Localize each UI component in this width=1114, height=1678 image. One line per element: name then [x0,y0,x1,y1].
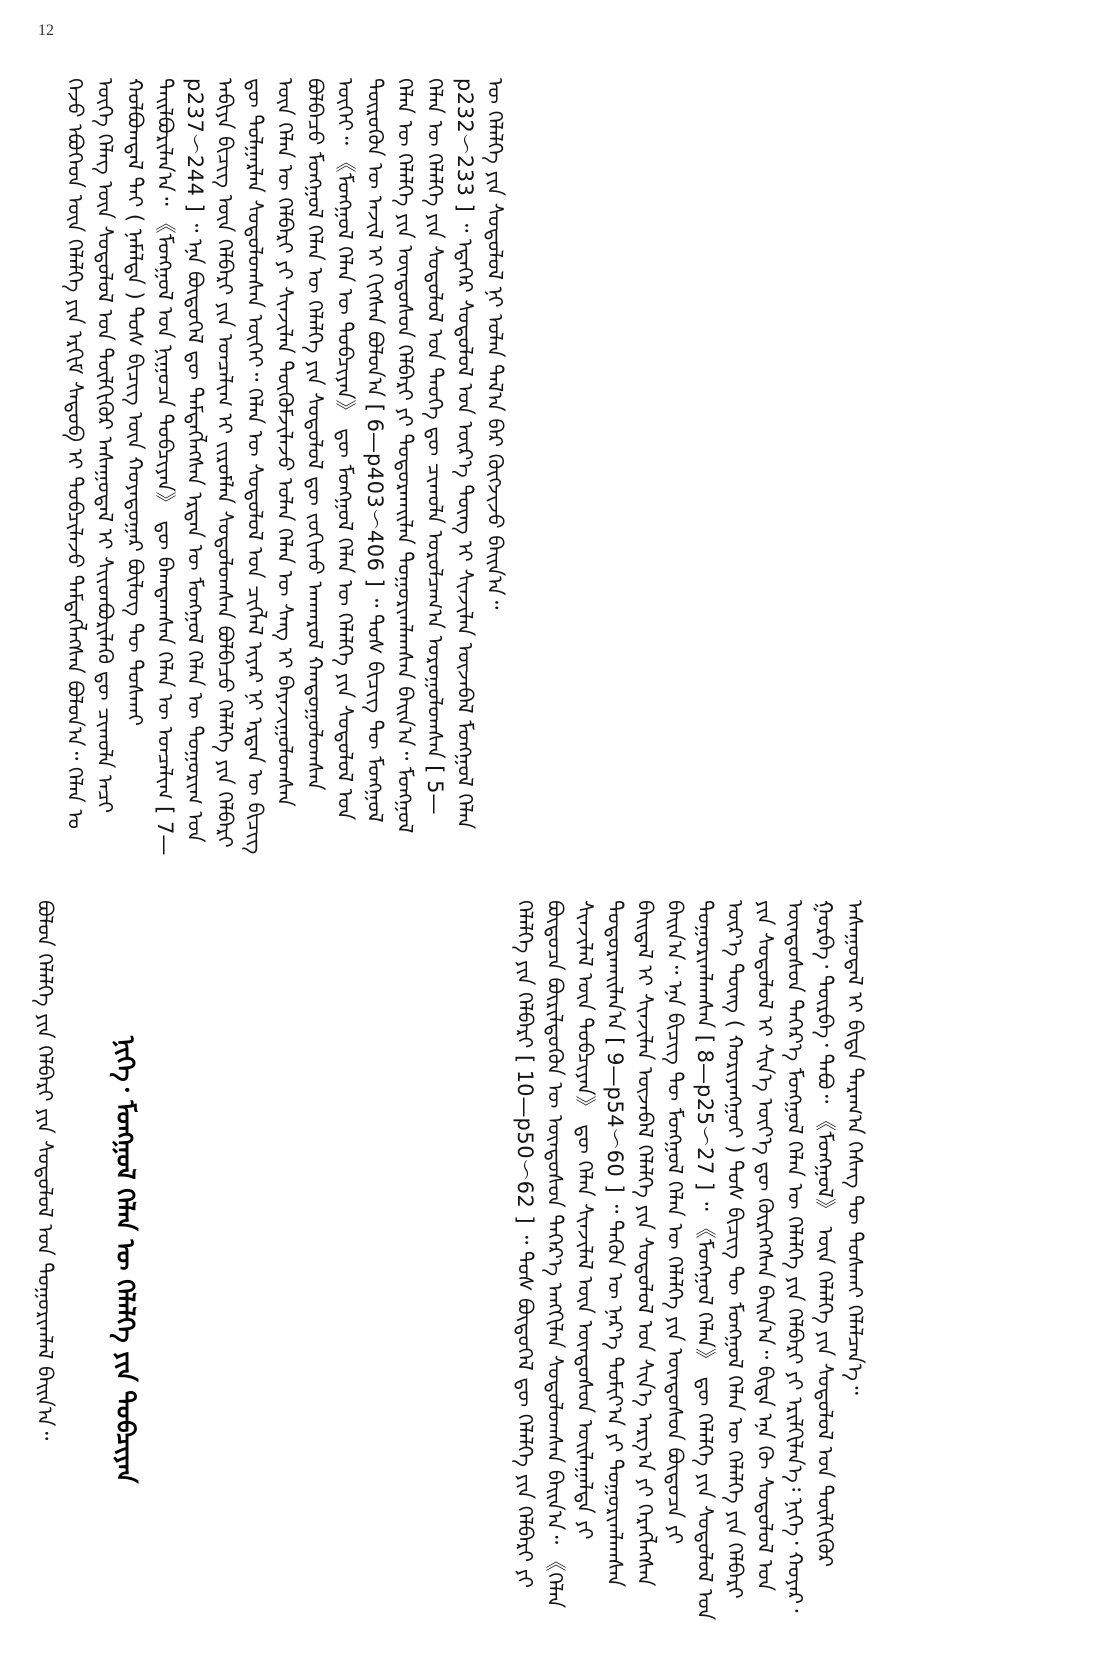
heading-followup-line: ᠪᠣᠯᠤᠨ ᠬᠡᠯᠡᠯᠭᠡ ᠶᠢᠨ ᠬᠡᠯᠪᠡᠷᠢ ᠶᠢᠨ ᠰᠤᠳᠤᠯᠤᠯ ᠤᠨ ᠲᠣᠭᠣᠷᠢᠭᠯᠠᠯ ᠪᠠᠢᠨ᠎ᠠ᠃ [33,900,57,1441]
top-text-block [60,78,1070,858]
bottom-text-block [30,900,1070,1630]
body-paragraph-bottom: ᠬᠡᠯᠡᠯᠭᠡ ᠶᠢᠨ ᠬᠡᠯᠪᠡᠷᠢ [ 10—p50～62 ] ᠃ ᠲᠤᠰ ᠪᠦᠲᠦᠭᠡᠯ ᠳᠦ ᠬᠡᠯᠡᠯᠭᠡ ᠶᠢᠨ ᠬᠡᠯᠪᠡᠷᠢ ᠶᠢ ᠪᠦᠲᠦᠴᠡ ᠪᠦᠷᠢᠯᠳᠦᠬᠦᠨ ᠦ ᠦᠨᠳᠦᠰᠦᠨ ᠳᠡᠭᠡᠷ᠎ᠡ ᠠᠩᠭᠢᠯᠠᠨ ᠰᠤᠳᠤᠯᠤᠭᠰᠠᠨ ᠪᠠᠢᠨ᠎ᠠ᠃ 《ᠬᠡᠯᠡᠨ ᠰᠢᠨᠵᠢᠯᠡᠯ ᠦᠨ ᠲᠣᠪᠴᠢᠶᠠᠨ》 ᠳᠦ ᠬᠡᠯᠡᠨ ᠰᠢᠨᠵᠢᠯᠡᠯ ᠦᠨ ᠦᠨᠳᠦᠰᠦᠨ ᠣᠢᠯᠠᠭᠠᠯᠲᠠ ᠶᠢ ᠲᠣᠳᠣᠷᠬᠠᠢᠯᠠᠨ᠎ᠠ [ 9—p54～60 ] ᠃ ᠲᠡᠭᠦᠨ ᠦ ᠨᠡᠷ᠎ᠡ ᠲᠣᠮᠢᠶ᠎ᠠ ᠶᠢ ᠲᠣᠭᠣᠷᠢᠭᠯᠠᠭᠰᠠᠨ ᠪᠠᠢᠳᠠᠯ ᠢ ᠰᠢᠨᠵᠢᠯᠡᠨ ᠦᠵᠡᠪᠡᠯ ᠬᠡᠯᠡᠯᠭᠡ ᠶᠢᠨ ᠰᠤᠳᠤᠯᠤᠯ ᠤᠨ ᠰᠢᠨ᠎ᠡ ᠠᠷᠭ᠎ᠠ ᠶᠢ ᠬᠡᠷᠡᠭᠯᠡᠭᠰᠡᠨ ᠪᠠᠢᠨ᠎ᠠ᠃ ᠡᠨᠡ ᠪᠢᠴᠢᠭ ᠲᠦ ᠮᠣᠩᠭᠣᠯ ᠬᠡᠯᠡᠨ ᠦ ᠬᠡᠯᠡᠯᠭᠡ ᠶᠢᠨ ᠦᠨᠳᠦᠰᠦᠨ ᠪᠦᠲᠦᠴᠡ ᠶᠢ ᠲᠣᠭᠣᠷᠢᠭᠯᠠᠭᠰᠠᠨ [ 8—p25～27 ] ᠃ 《ᠮᠣᠩᠭᠣᠯ ᠬᠡᠯᠡᠨ》 ᠳᠦ ᠬᠡᠯᠡᠯᠭᠡ ᠶᠢᠨ ᠰᠤᠳᠤᠯᠤᠯ ᠤᠨ ᠦᠷ᠎ᠡ ᠳᠦᠩ ( ᠬᠤᠷᠢᠶᠠᠩᠭᠤᠢ ) ᠲᠤᠰ ᠪᠢᠴᠢᠭ ᠲᠦ ᠮᠣᠩᠭᠣᠯ ᠬᠡᠯᠡᠨ ᠦ ᠬᠡᠯᠡᠯᠭᠡ ᠶᠢᠨ ᠬᠡᠯᠪᠡᠷᠢ ᠶᠢᠨ ᠰᠤᠳᠤᠯᠤᠯ ᠢ ᠰᠢᠨ᠎ᠡ ᠦᠶ᠎ᠡ ᠳᠦ ᠬᠦᠷᠭᠡᠭᠰᠡᠨ ᠪᠠᠢᠨ᠎ᠠ᠃ ᠪᠢᠳᠡ ᠡᠨᠡ ᠬᠦ ᠰᠤᠳᠤᠯᠤᠯ ᠤᠨ ᠦᠨᠳᠦᠰᠦᠨ ᠳᠡᠭᠡᠷ᠎ᠡ ᠮᠣᠩᠭᠣᠯ ᠬᠡᠯᠡᠨ ᠦ ᠬᠡᠯᠡᠯᠭᠡ ᠶᠢᠨ ᠬᠡᠯᠪᠡᠷᠢ ᠶᠢ ᠡᠷᠢᠯᠬᠢᠯᠡᠨ᠎ᠡ᠄ ᠨᠢᠭᠡ᠂ ᠬᠣᠶᠠᠷ᠂ ᠭᠤᠷᠪᠠ᠂ ᠳᠥᠷᠪᠡ᠂ ᠲᠠᠪᠤ᠃ 《ᠮᠣᠩᠭᠣᠯ》 ᠦᠨ ᠬᠡᠯᠡᠯᠭᠡ ᠶᠢᠨ ᠰᠤᠳᠤᠯᠤᠯ ᠤᠨ ᠲᠦᠯᠬᠢᠭᠦᠷ ᠠᠰᠠᠭᠤᠳᠠᠯ ᠢ ᠪᠢᠳᠡ ᠳᠠᠷᠠᠭ᠎ᠠ ᠬᠡᠰᠡᠭ ᠲᠦ ᠲᠤᠰᠬᠠᠢ ᠬᠡᠯᠡᠯᠴᠡᠨ᠎ᠡ᠃ [513,900,867,1621]
body-paragraph-top: ᠭᠡᠵᠦ ᠡᠪᠦᠭᠡᠳ ᠦᠨ ᠬᠡᠯᠡᠯᠭᠡ ᠶᠢᠨ ᠡᠷᠬᠢᠮ ᠰᠡᠳᠦᠪ ᠢ ᠲᠣᠪᠴᠢᠯᠠᠵᠤ ᠲᠡᠮᠳᠡᠭᠯᠡᠭᠰᠡᠨ ᠪᠣᠯᠣᠨ᠎ᠠ᠃ ᠬᠡᠯᠡᠨ ᠤ ᠦᠭᠡ ᠬᠡᠯᠡᠭ ᠦᠨ ᠰᠤᠳᠤᠯᠤᠯ ᠤᠨ ᠲᠦᠯᠬᠢᠭᠦᠷ ᠠᠰᠠᠭᠤᠳᠠᠯ ᠢ ᠰᠢᠢᠳᠪᠦᠷᠢᠯᠡᠬᠦ ᠳᠦ ᠴᠢᠬᠤᠯᠠ ᠠᠴᠢ ᠬᠣᠯᠪᠣᠭᠳᠠᠯ ᠲᠠᠢ ( ᠨᠡᠮᠡᠯᠲᠡ ) ᠲᠤᠰ ᠪᠢᠴᠢᠭ ᠦᠨ ᠬᠣᠶᠠᠳᠤᠭᠠᠷ ᠪᠦᠯᠦᠭ ᠲᠦ ᠲᠤᠰᠬᠠᠢ ᠲᠠᠢᠯᠪᠤᠷᠢᠯᠠᠨ᠎ᠠ᠃ 《ᠮᠣᠩᠭᠣᠯ ᠤᠨ ᠨᠢᠭᠤᠴᠠ ᠲᠣᠪᠴᠢᠶᠠᠨ》 ᠳᠦ ᠪᠠᠭᠲᠠᠭᠰᠠᠨ ᠬᠡᠯᠡᠨ ᠦ ᠣᠨᠴᠠᠯᠢᠭ [ 7—p237～244 ] ᠃ ᠡᠨᠡ ᠪᠦᠲᠦᠭᠡᠯ ᠳᠦ ᠲᠡᠮᠳᠡᠭᠯᠡᠭᠰᠡᠨ ᠡᠷᠲᠡᠨ ᠦ ᠮᠣᠩᠭᠣᠯ ᠬᠡᠯᠡᠨ ᠦ ᠲᠣᠭᠣᠷᠢᠭ ᠤᠨ ᠠᠪᠢᠶᠠ ᠪᠢᠴᠢᠭ ᠦᠨ ᠬᠡᠯᠪᠡᠷᠢ ᠶᠢᠨ ᠣᠨᠴᠠᠯᠢᠭ ᠢ ᠵᠢᠷᠤᠮᠯᠠᠨ ᠰᠤᠳᠤᠯᠤᠭᠰᠠᠨ ᠪᠣᠯᠪᠠᠴᠤ ᠬᠡᠯᠡᠯᠭᠡ ᠶᠢᠨ ᠬᠡᠯᠪᠡᠷᠢ ᠳᠦ ᠲᠤᠯᠭᠠᠷᠯᠠᠨ ᠰᠤᠳᠤᠯᠤᠭᠰᠠᠨ ᠦᠭᠡᠢ᠃ ᠬᠡᠯᠡᠨ ᠦ ᠰᠤᠳᠤᠯᠤᠯ ᠤᠨ ᠴᠢᠭᠯᠡᠯ ᠢᠶᠡᠷ ᠨᠢ ᠡᠷᠲᠡᠨ ᠦ ᠪᠢᠴᠢᠭ ᠦᠨ ᠬᠡᠯᠡᠨ ᠦ ᠬᠡᠯᠪᠡᠷᠢ ᠶᠢ ᠰᠢᠨᠵᠢᠯᠡᠨ ᠳᠦᠭᠦᠮᠵᠢᠯᠡᠵᠦ ᠣᠯᠠᠨ ᠬᠡᠯᠡᠨ ᠦ ᠰᠠᠩ ᠢ ᠪᠠᠶᠠᠵᠢᠭᠤᠯᠤᠭᠰᠠᠨ ᠪᠣᠯᠪᠠᠴᠤ ᠮᠣᠩᠭᠣᠯ ᠬᠡᠯᠡᠨ ᠦ ᠬᠡᠯᠡᠯᠭᠡ ᠶᠢᠨ ᠰᠤᠳᠤᠯᠤᠯ ᠳᠦ ᠵᠣᠬᠢᠬᠤ ᠠᠨᠬᠠᠷᠤᠯ ᠬᠠᠨᠳᠤᠭᠤᠯᠤᠭᠰᠠᠨ ᠦᠭᠡᠢ᠃ 《ᠮᠣᠩᠭᠣᠯ ᠬᠡᠯᠡᠨ ᠦ ᠲᠣᠪᠴᠢᠶᠠᠨ》 ᠳᠦ ᠮᠣᠩᠭᠣᠯ ᠬᠡᠯᠡᠨ ᠦ ᠬᠡᠯᠡᠯᠭᠡ ᠶᠢᠨ ᠰᠤᠳᠤᠯᠤᠯ ᠤᠨ ᠲᠦᠷᠦᠭᠦᠨ ᠦ ᠠᠵᠢᠯ ᠢ ᠬᠢᠭᠰᠡᠨ ᠪᠣᠯᠤᠨ᠎ᠠ [ 6—p403～406 ] ᠃ ᠲᠤᠰ ᠪᠢᠴᠢᠭ ᠲᠦ ᠮᠣᠩᠭᠣᠯ ᠬᠡᠯᠡᠨ ᠦ ᠬᠡᠯᠡᠯᠭᠡ ᠶᠢᠨ ᠦᠨᠳᠦᠰᠦᠨ ᠬᠡᠯᠪᠡᠷᠢ ᠶᠢ ᠲᠣᠳᠤᠷᠬᠠᠢᠯᠠᠨ ᠲᠣᠭᠣᠷᠢᠭᠯᠠᠭᠰᠠᠨ ᠪᠠᠢᠨ᠎ᠠ᠃ ᠮᠣᠩᠭᠣᠯ ᠬᠡᠯᠡᠨ ᠦ ᠬᠡᠯᠡᠯᠭᠡ ᠶᠢᠨ ᠰᠤᠳᠤᠯᠤᠯ ᠤᠨ ᠲᠡᠦᠬᠡ ᠳᠦ ᠴᠢᠬᠤᠯᠠ ᠣᠷᠤᠯᠴᠠᠭ᠎ᠠ ᠣᠷᠤᠭᠤᠯᠤᠭᠰᠠᠨ [ 5—p232～233 ] ᠃ ᠡᠳᠡᠭᠡᠷ ᠰᠤᠳᠤᠯᠤᠯ ᠤᠨ ᠦᠷ᠎ᠡ ᠳᠦᠩ ᠢ ᠰᠢᠨᠵᠢᠯᠡᠨ ᠦᠵᠡᠪᠡᠯ ᠮᠣᠩᠭᠣᠯ ᠬᠡᠯᠡᠨ ᠦ ᠬᠡᠯᠡᠯᠭᠡ ᠶᠢᠨ ᠰᠤᠳᠤᠯᠤᠯ ᠨᠢ ᠣᠯᠠᠨ ᠲᠠᠯ᠎ᠠ ᠪᠠᠷ ᠬᠦᠭᠵᠢᠵᠦ ᠪᠠᠢᠨ᠎ᠠ᠃ [63,78,507,856]
section-heading: ᠨᠢᠭᠡ᠂ ᠮᠣᠩᠭᠣᠯ ᠬᠡᠯᠡᠨ ᠦ ᠬᠡᠯᠡᠯᠭᠡ ᠶᠢᠨ ᠲᠣᠪᠴᠢᠶᠠᠨ [111,1036,140,1484]
page-number: 12 [38,22,54,39]
